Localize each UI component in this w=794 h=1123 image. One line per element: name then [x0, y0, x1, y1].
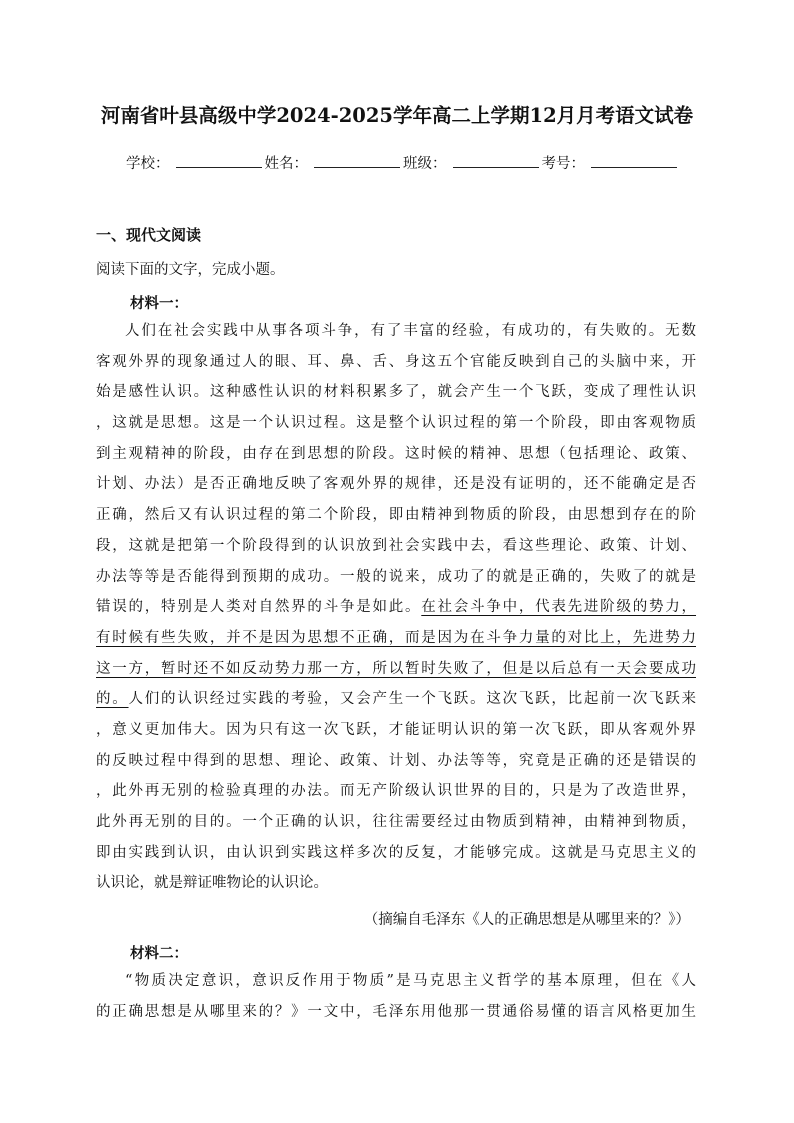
exam-number-blank[interactable]	[591, 153, 677, 168]
plain-text: 人们的认识经过实践的考验，又会产生一个飞跃。这次飞跃，比起前一次飞跃来	[128, 691, 697, 708]
name-blank[interactable]	[314, 153, 400, 168]
reading-instruction: 阅读下面的文字，完成小题。	[96, 262, 285, 278]
text-line: 到主观精神的阶段，由存在到思想的阶段。这时候的精神、思想（包括理论、政策、	[96, 445, 696, 462]
material-2-text	[96, 966, 696, 1027]
text-line: 即由实践到认识，由认识到实践这样多次的反复，才能够完成。这就是马克思主义的	[96, 844, 696, 861]
text-line: 始是感性认识。这种感性认识的材料积累多了，就会产生一个飞跃，变成了理性认识	[96, 384, 696, 401]
underlined-text: 有时候有些失败，并不是因为思想不正确，而是因为在斗争力量的对比上，先进势力	[96, 629, 696, 646]
student-info-row	[126, 152, 680, 173]
source-citation: （摘编自毛泽东《人的正确思想是从哪里来的？》）	[363, 912, 690, 928]
underlined-text: 在社会斗争中，代表先进阶级的势力，	[421, 599, 697, 616]
class-label: 班级：	[403, 156, 447, 172]
exam-number-label: 考号：	[541, 156, 585, 172]
underlined-text: 的。	[96, 691, 129, 708]
section-heading: 一、现代文阅读	[96, 226, 202, 244]
exam-title: 河南省叶县高级中学2024-2025学年高二上学期12月月考语文试卷	[100, 104, 694, 127]
school-blank[interactable]	[176, 153, 262, 168]
text-line: ，此外再无别的检验真理的办法。而无产阶级认识世界的目的，只是为了改造世界，	[96, 783, 696, 800]
text-line	[96, 623, 696, 654]
text-line	[96, 592, 696, 623]
text-line	[96, 684, 696, 715]
material-2-heading: 材料二：	[130, 946, 188, 962]
text-line: 的正确思想是从哪里来的？》一文中，毛泽东用他那一贯通俗易懂的语言风格更加生	[96, 1003, 696, 1020]
school-label: 学校：	[126, 156, 170, 172]
text-line: ，这就是思想。这是一个认识过程。这是整个认识过程的第一个阶段，即由客观物质	[96, 415, 696, 432]
text-line: 的反映过程中得到的思想、理论、政策、计划、办法等等，究竟是正确的还是错误的	[96, 752, 696, 769]
text-line: 计划、办法）是否正确地反映了客观外界的规律，还是没有证明的，还不能确定是否	[96, 476, 696, 493]
material-1-heading: 材料一：	[130, 296, 188, 312]
text-line: “物质决定意识，意识反作用于物质”是马克思主义哲学的基本原理，但在《人	[125, 973, 696, 989]
text-line: 正确，然后又有认识过程的第二个阶段，即由精神到物质的阶段，由思想到存在的阶	[96, 507, 696, 524]
text-line: 办法等等是否能得到预期的成功。一般的说来，成功了的就是正确的，失败了的就是	[96, 568, 696, 585]
class-blank[interactable]	[453, 153, 539, 168]
material-1-text	[96, 316, 696, 899]
text-line: 此外再无别的目的。一个正确的认识，往往需要经过由物质到精神，由精神到物质，	[96, 814, 696, 830]
text-line: 段，这就是把第一个阶段得到的认识放到社会实践中去，看这些理论、政策、计划、	[96, 537, 696, 554]
text-line: 人们在社会实践中从事各项斗争，有了丰富的经验，有成功的，有失败的。无数	[125, 323, 696, 339]
text-line: 认识论，就是辩证唯物论的认识论。	[96, 875, 328, 892]
text-line	[96, 654, 696, 685]
text-line: ，意义更加伟大。因为只有这一次飞跃，才能证明认识的第一次飞跃，即从客观外界	[96, 721, 696, 738]
text-line: 客观外界的现象通过人的眼、耳、鼻、舌、身这五个官能反映到自己的头脑中来，开	[96, 353, 696, 370]
name-label: 姓名：	[264, 156, 308, 172]
plain-text: 错误的，特别是人类对自然界的斗争是如此。	[96, 599, 422, 616]
underlined-text: 这一方，暂时还不如反动势力那一方，所以暂时失败了，但是以后总有一天会要成功	[96, 660, 696, 677]
